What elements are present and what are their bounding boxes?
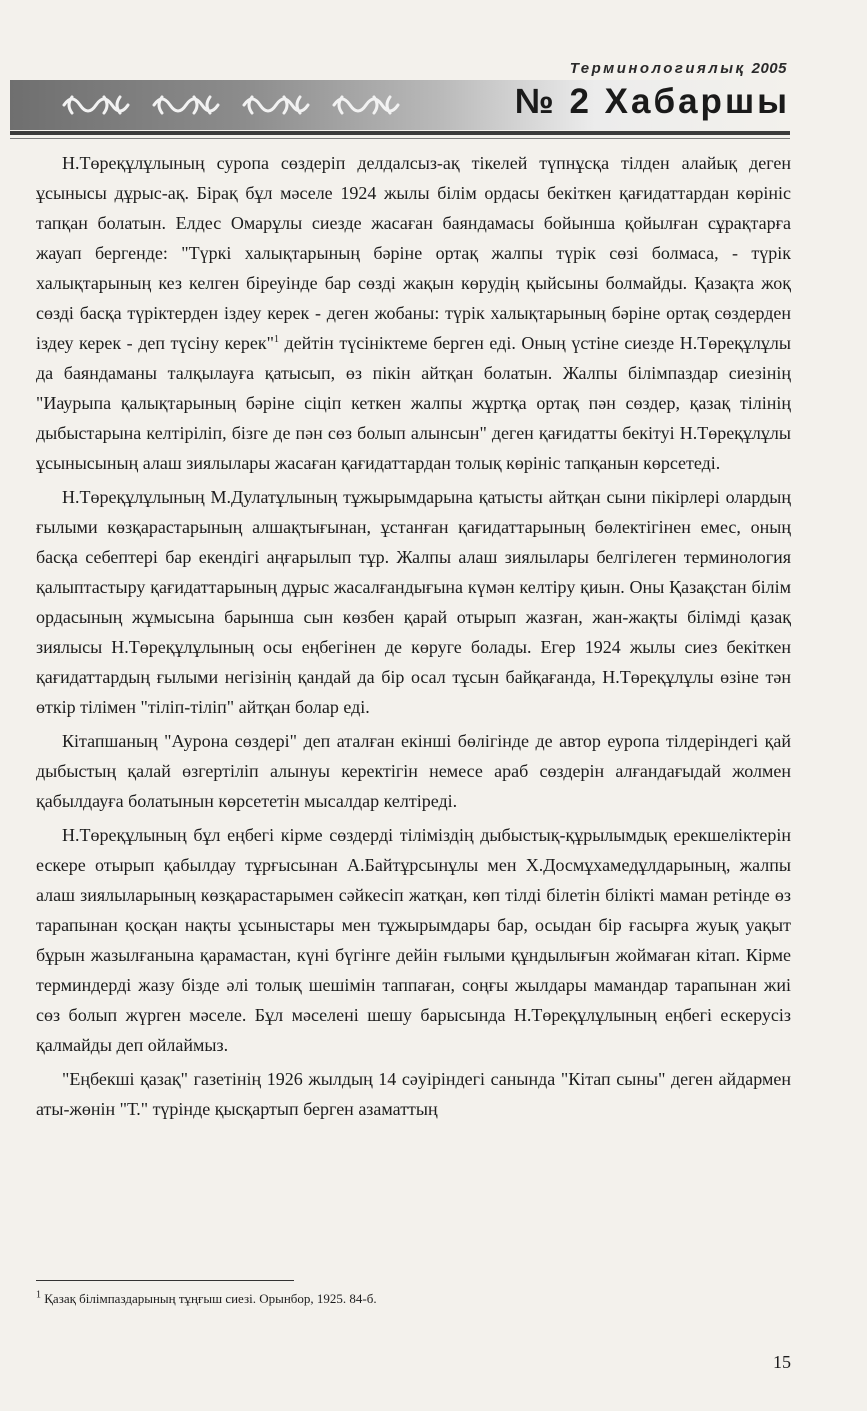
footnote-ref: 1 [273, 334, 279, 345]
journal-name: Терминологиялық [569, 60, 746, 77]
footnote-divider [36, 1280, 294, 1281]
paragraph: Н.Төреқұлұлының суропа сөздеріп делдалсыз-ақ тікелей түпнұсқа тілден алайық деген ұсынысы дұрыс-ақ. Бірақ бұл мәселе 1924 жылы білім ордасы бекіткен қағидаттардан көрініс тапқан болатын. Елдес Омарұлы сиезде жасаған баяндамасы бойынша қойылған сұрақтарға жауап бергенде: "Түркі халықтарының бәріне ортақ жалпы түрік сөзі болмаса, - түрік халықтарының кез келген біреуінде бар сөзді жақын көрудің қыйсыны болмайды. Қазақта жоқ сөзді басқа түріктерден іздеу керек - деген жобаны: түрік халықтарының бәріне ортақ сөздерден іздеу керек - деп түсіну керек"$^1$ дейтін түсініктеме берген еді. Оның үстіне сиезде Н.Төреқұлұлы да баяндаманы талқылауға қатысып, өз пікін айтқан болатын. Жалпы білімпаздар сиезінің "Иаурыпа қалықтарының бәріне сіціп кеткен жалпы жұртқа ортақ пән сөздер, қазақ тілінің дыбыстарына келтіріліп, бізге де пән сөз болып алынсын" деген қағидатты бекітуі Н.Төреқұлұлы ұсынысының алаш зиялылары жасаған қағидаттардан толық көрініс тапқанын көрсетеді. [36, 153, 791, 473]
paragraph: Н.Төреқұлұлының М.Дулатұлының тұжырымдарына қатысты айтқан сыни пікірлері олардың ғылыми көзқарастарының алшақтығынан, ұстанған қағидаттарының бөлектігінен емес, оның басқа себептері бар екендігі аңғарылып тұр. Жалпы алаш зиялылары белгілеген терминология қалыптастыру қағидаттарының дұрыс жасалғандығына күмән келтіру қиын. Оны Қазақстан білім ордасының жұмысына барынша сын көзбен қарай отырып жазған, жан-жақты білімді қазақ зиялысы Н.Төреқұлұлының осы еңбегінен де көруге болады. Егер 1924 жылы сиез бекіткен қағидаттардың ғылыми негізінің қандай да бір осал тұсын байқағанда, Н.Төреқұлұлы өзіне тән өткір тілімен "тіліп-тіліп" айтқан болар еді. [36, 487, 791, 717]
journal-year: 2005 [751, 60, 787, 77]
paragraph: "Еңбекші қазақ" газетінің 1926 жылдың 14 сәуіріндегі санында "Кітап сыны" деген айдармен аты-жөнін "Т." түрінде қысқартып берген азаматтың [36, 1069, 791, 1119]
header-rule [10, 131, 790, 135]
paragraph: Н.Төреқұлының бұл еңбегі кірме сөздерді тіліміздің дыбыстық-құрылымдық ерекшеліктерін ескере отырып қабылдау тұрғысынан А.Байтұрсынұлы мен Х.Досмұхамедұлдарының, жалпы алаш зиялыларының көзқарастарымен сәйкесіп жатқан, көп тілді білетін білікті маман ретінде өз тарапынан қосқан нақты ұсыныстары мен тұжырымдары бар, осыдан бір ғасырға жуық уақыт бұрын жазылғанына қарамастан, күні бүгінге дейін ғылыми құндылығын жоймаған кітап. Кірме терминдерді жазу бізде әлі толық шешімін таппаған, соңғы жылдары мамандар тарапынан жиі сөз болып жүрген мәселе. Бұл мәселені шешу барысында Н.Төреқұлұлының еңбегі ескерусіз қалмайды деп ойлаймыз. [36, 825, 791, 1055]
header-rule-thin [10, 138, 790, 139]
page-number: 15 [773, 1352, 791, 1372]
header-banner [10, 80, 790, 130]
footnote-text: Қазақ білімпаздарының тұңғыш сиезі. Орынбор, 1925. 84-б. [44, 1291, 377, 1306]
issue-label: № 2 Хабаршы [514, 82, 790, 121]
journal-title [570, 60, 787, 77]
article-body [36, 148, 791, 1128]
footnote [36, 1290, 791, 1308]
footnote-marker: 1 [36, 1289, 41, 1301]
paragraph: Кітапшаның "Аурона сөздері" деп аталған екінші бөлігінде де автор еуропа тілдеріндегі қай дыбыстың қалай өзгертіліп алынуы керектігін немесе араб сөздерін алғандағыдай жолмен қабылдауға болатынын көрсететін мысалдар келтіреді. [36, 731, 791, 811]
kazakh-ornament-icon [58, 88, 418, 122]
